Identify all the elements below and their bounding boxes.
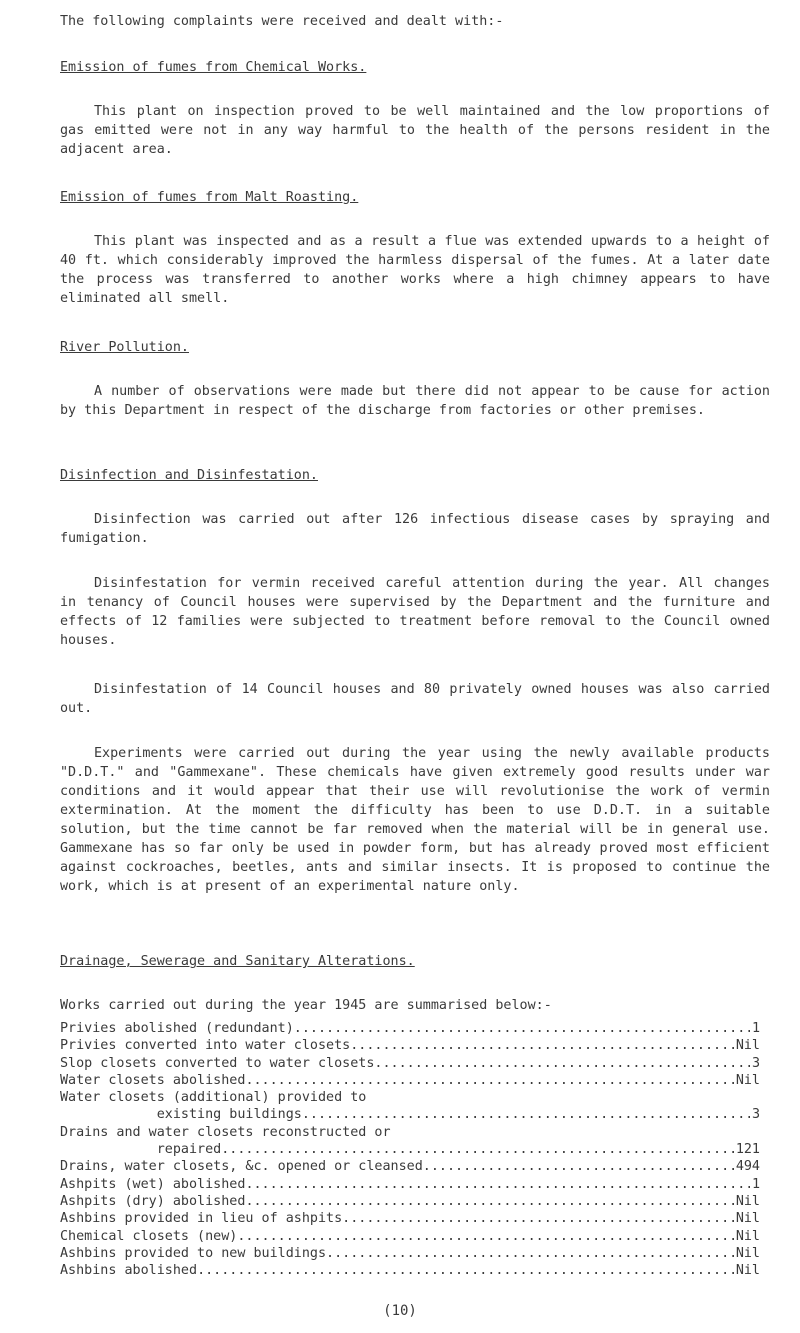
heading-chemical-works: Emission of fumes from Chemical Works. [60, 60, 367, 75]
heading-drainage: Drainage, Sewerage and Sanitary Alterations. [60, 954, 415, 969]
paragraph-chemical-works: This plant on inspection proved to be well maintained and the low proportions of gas emitted were not in any way harmful to the health of the persons resident in the adjacent area. [60, 104, 770, 157]
list-item [60, 1262, 760, 1279]
item-value: Nil [735, 1245, 760, 1261]
list-item [60, 1210, 760, 1227]
list-item [60, 1141, 760, 1158]
item-value: Nil [735, 1228, 760, 1244]
list-item [60, 1158, 760, 1175]
list-item [60, 1072, 760, 1089]
item-label: Privies converted into water closets [60, 1038, 351, 1054]
item-label: existing buildings [60, 1107, 302, 1123]
list-item [60, 1089, 760, 1106]
item-label: Slop closets converted to water closets [60, 1055, 375, 1071]
item-value: Nil [735, 1072, 760, 1088]
paragraph-disinfestation-vermin: Disinfestation for vermin received careful attention during the year. All changes in tenancy of Council houses were supervised by the Department and the furniture and effects of 12 families were subjected to treatment before removal to the Council owned houses. [60, 576, 770, 648]
heading-disinfection: Disinfection and Disinfestation. [60, 468, 318, 483]
item-value: 1 [751, 1176, 760, 1192]
item-label: Privies abolished (redundant) [60, 1021, 294, 1036]
works-intro: Works carried out during the year 1945 are summarised below:- [60, 998, 552, 1013]
item-label: Ashbins provided to new buildings [60, 1245, 327, 1261]
list-item [60, 1055, 760, 1072]
list-item [60, 1124, 760, 1141]
item-label: Ashbins abolished [60, 1263, 198, 1279]
page-number: (10) [383, 1303, 417, 1319]
list-item [60, 1193, 760, 1210]
works-list [60, 1020, 760, 1279]
item-value: 3 [751, 1055, 760, 1071]
item-label: Water closets abolished [60, 1072, 246, 1088]
item-label: Ashpits (dry) abolished [60, 1193, 246, 1209]
item-label: Chemical closets (new) [60, 1228, 238, 1244]
item-value: 121 [735, 1142, 760, 1158]
item-label: Ashpits (wet) abolished [60, 1176, 246, 1192]
list-item [60, 1020, 760, 1037]
paragraph-malt-roasting: This plant was inspected and as a result a flue was extended upwards to a height of 40 ft. which considerably improved the harmless dispersal of the fumes. At a later date the process was transferred to another works where a high chimney appears to have eliminated all smell. [60, 234, 770, 306]
list-item [60, 1228, 760, 1245]
item-label: repaired [60, 1142, 222, 1158]
item-label: Drains and water closets reconstructed or [60, 1124, 391, 1140]
list-item [60, 1037, 760, 1054]
list-item [60, 1176, 760, 1193]
paragraph-disinfestation-houses: Disinfestation of 14 Council houses and 80 privately owned houses was also carried out. [60, 682, 770, 716]
item-value: 3 [751, 1107, 760, 1123]
item-value: Nil [735, 1193, 760, 1209]
item-value: Nil [735, 1211, 760, 1227]
item-label: Drains, water closets, &c. opened or cleansed [60, 1159, 423, 1175]
paragraph-experiments: Experiments were carried out during the year using the newly available products "D.D.T." and "Gammexane". These chemicals have given extremely good results under war conditions and it would appear that their use will revolutionise the work of vermin extermination. At the moment the difficulty has been to use D.D.T. in a suitable solution, but the time cannot be far removed when the material will be in general use. Gammexane has so far only be used in powder form, but has already proved most efficient against cockroaches, beetles, ants and similar insects. It is proposed to continue the work, which is at present of an experimental nature only. [60, 746, 770, 894]
paragraph-river-pollution: A number of observations were made but there did not appear to be cause for action by this Department in respect of the discharge from factories or other premises. [60, 384, 770, 418]
item-value: Nil [735, 1038, 760, 1054]
item-value: 1 [751, 1021, 760, 1036]
paragraph-disinfection: Disinfection was carried out after 126 infectious disease cases by spraying and fumigation. [60, 512, 770, 546]
heading-river-pollution: River Pollution. [60, 340, 189, 355]
heading-malt-roasting: Emission of fumes from Malt Roasting. [60, 190, 359, 205]
item-value: 494 [735, 1159, 760, 1175]
intro-line: The following complaints were received and dealt with:- [60, 14, 504, 29]
item-label: Ashbins provided in lieu of ashpits [60, 1211, 343, 1227]
list-item [60, 1245, 760, 1262]
item-label: Water closets (additional) provided to [60, 1090, 367, 1106]
list-item [60, 1106, 760, 1123]
item-value: Nil [735, 1263, 760, 1279]
